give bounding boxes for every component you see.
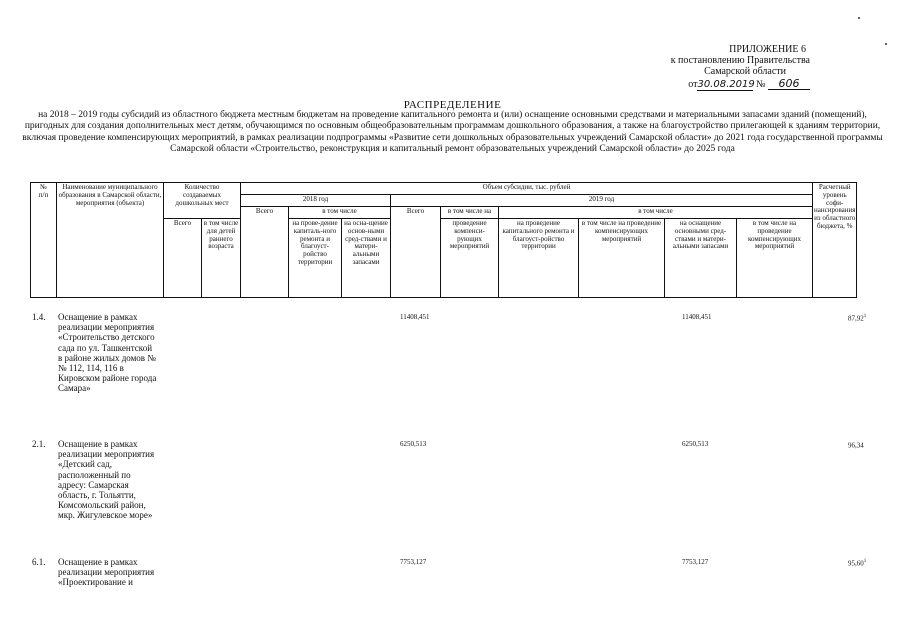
appendix-from: от bbox=[688, 79, 698, 90]
header-2019-comp: проведение компенси-рующих мероприятий bbox=[441, 219, 499, 298]
appendix-title: ПРИЛОЖЕНИЕ 6 bbox=[729, 44, 806, 55]
row-equip-2019: 11408,451 bbox=[682, 313, 712, 321]
header-2018: 2018 год bbox=[241, 195, 391, 207]
appendix-line2: Самарской области bbox=[704, 66, 786, 77]
document-heading: РАСПРЕДЕЛЕНИЕ bbox=[403, 99, 502, 111]
header-2019-equip-comp: в том числе на проведение компенсирующих мероприятий bbox=[737, 219, 813, 298]
header-rate: Расчетный уровень софи-нансирования из областного бюджета, % bbox=[813, 183, 857, 298]
row-number: 1.4. bbox=[32, 312, 46, 322]
table-row bbox=[30, 312, 890, 432]
row-equip-2019: 6250,513 bbox=[682, 440, 709, 448]
row-rate bbox=[848, 557, 866, 569]
header-2018-including: в том числе bbox=[289, 207, 391, 219]
row-number: 6.1. bbox=[32, 557, 46, 567]
header-2018-repair: на прове-дение капиталь-ного ремонта и благоуст-ройство территории bbox=[289, 219, 342, 298]
header-2019-total: Всего bbox=[391, 207, 441, 298]
row-rate bbox=[848, 312, 866, 324]
row-total-2019: 11408,451 bbox=[400, 313, 430, 321]
header-2018-equip: на осна-щение основ-ными сред-ствами и матери-альными запасами bbox=[342, 219, 391, 298]
header-2019-including: в том числе bbox=[499, 207, 813, 219]
row-rate-value: 95,60 bbox=[848, 559, 864, 568]
appendix-block bbox=[600, 44, 810, 91]
row-name: Оснащение в рамках реализации мероприятия «Детский сад, расположенный по адресу: Самарская область, г. Тольятти, Комсомольский район, мкр. Жигулевское море» bbox=[58, 439, 155, 521]
appendix-num-sign: № bbox=[755, 79, 766, 90]
row-name: Оснащение в рамках реализации мероприятия «Проектирование и bbox=[58, 557, 155, 588]
scan-speck bbox=[858, 17, 860, 19]
header-name: Наименование муниципального образования в Самарской области, мероприятия (объекта) bbox=[57, 183, 164, 298]
header-2019-repair: на проведение капитального ремонта и благоуст-ройство территории bbox=[499, 219, 579, 298]
header-places: Количество создаваемых дошкольных мест bbox=[164, 183, 241, 219]
row-rate-value: 87,92 bbox=[848, 314, 864, 323]
row-rate bbox=[848, 439, 864, 451]
table-row bbox=[30, 439, 890, 549]
header-volume: Объем субсидии, тыс. рублей bbox=[241, 183, 813, 195]
header-2019-repair-comp: в том числе на проведение компенсирующих мероприятий bbox=[579, 219, 665, 298]
appendix-line1: к постановлению Правительства bbox=[670, 55, 810, 66]
row-total-2019: 7753,127 bbox=[400, 558, 427, 566]
row-equip-2019: 7753,127 bbox=[682, 558, 709, 566]
appendix-date-line bbox=[600, 78, 810, 91]
row-name: Оснащение в рамках реализации мероприятия «Строительство детского сада по ул. Ташкентской в районе жилых домов №№ 112, 114, 116 в Кировском районе города Самара» bbox=[58, 312, 157, 394]
scan-speck bbox=[885, 43, 887, 45]
header-2019: 2019 год bbox=[391, 195, 813, 207]
header-2019-equip: на оснащение основными сред-ствами и матери-альными запасами bbox=[665, 219, 737, 298]
document-description: на 2018 – 2019 годы субсидий из областного бюджета местным бюджетам на проведение капитального ремонта и (или) оснащение основными средствами и материальными запасами зданий (помещений), пригодных для создания дополнительных мест детям, обучающимся по основным общеобразовательным программам дошкольного образования, а также на благоустройство прилегающей к зданиям территории, включая проведение компенсирующих мероприятий, в рамках реализации подпрограммы «Развитие сети дошкольных образовательных учреждений Самарской области» до 2021 года государственной программы Самарской области «Строительство, реконструкция и капитальный ремонт образовательных учреждений Самарской области» до 2025 года bbox=[22, 110, 883, 155]
header-places-children: в том числе для детей раннего возраста bbox=[202, 219, 241, 298]
appendix-date: 30.08.2019 bbox=[697, 79, 755, 90]
table-row bbox=[30, 557, 890, 637]
row-rate-footnote: 1 bbox=[863, 559, 867, 564]
header-2019-including-on: в том числе на bbox=[441, 207, 499, 219]
row-number: 2.1. bbox=[32, 439, 46, 449]
row-total-2019: 6250,513 bbox=[400, 440, 427, 448]
header-2018-total: Всего bbox=[241, 207, 289, 298]
appendix-number: 606 bbox=[768, 78, 810, 90]
table-header bbox=[30, 182, 857, 298]
header-no: № п/п bbox=[31, 183, 57, 298]
row-rate-value: 96,34 bbox=[848, 441, 864, 450]
header-places-total: Всего bbox=[164, 219, 202, 298]
row-rate-footnote: 1 bbox=[863, 314, 867, 319]
